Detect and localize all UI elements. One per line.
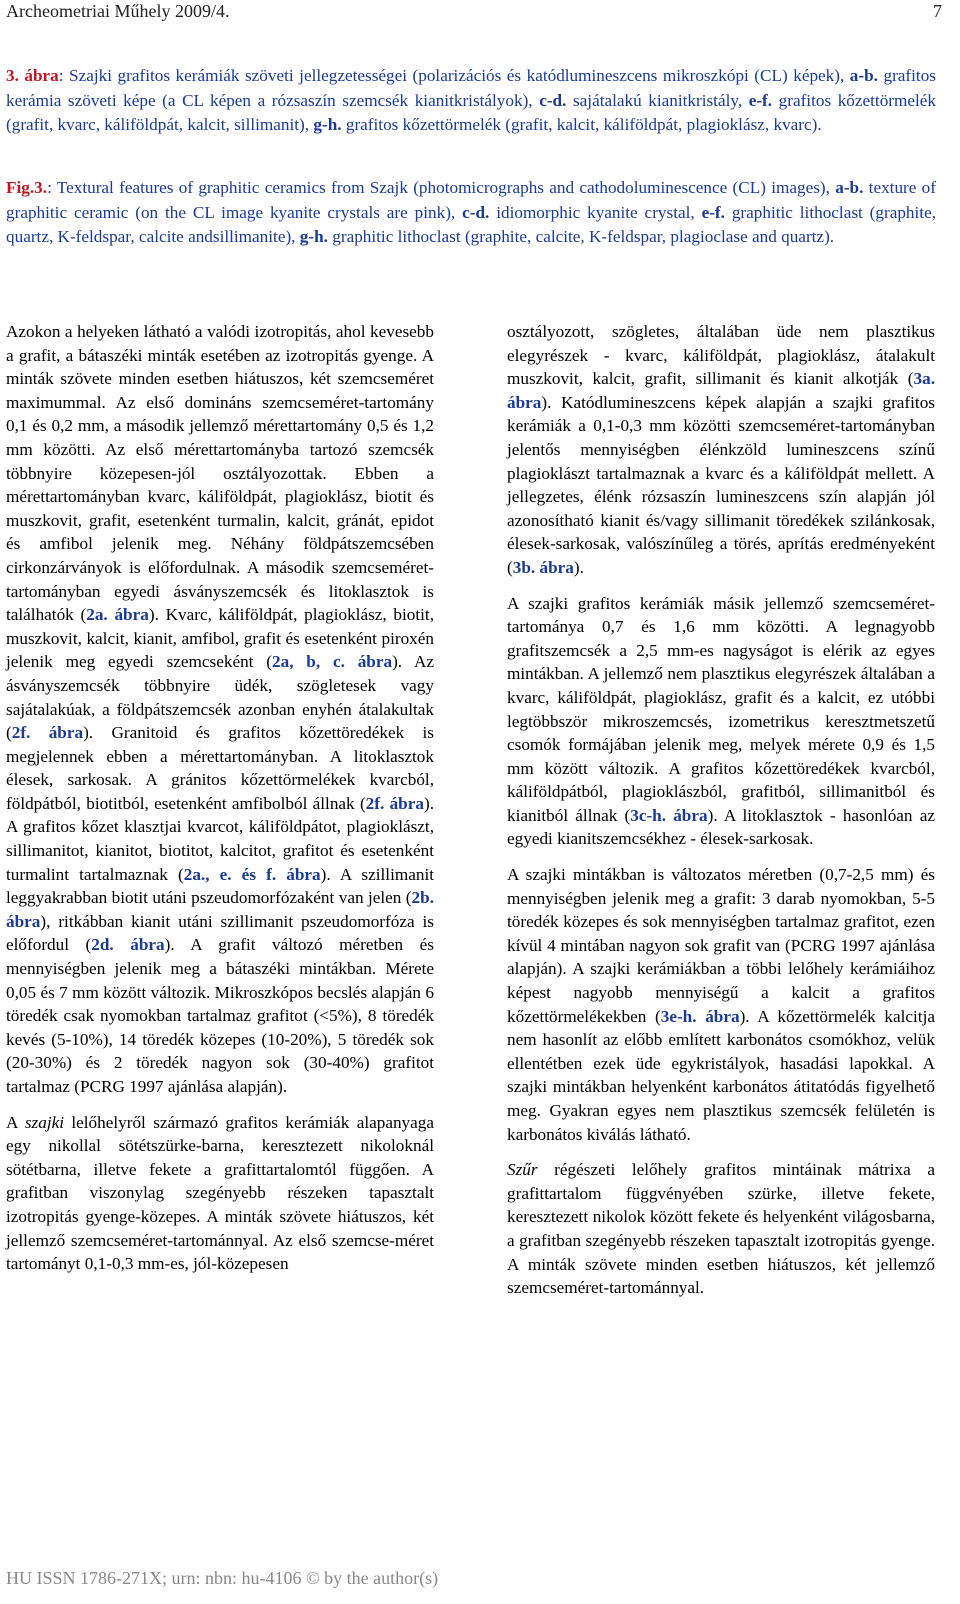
- text: ). Kvarc, káliföldpát, plagioklász, biotit, muszkovit, kalcit, kianit, amfibol, grafit és esetenként piroxén jelenik meg egyedi szemcseként (: [6, 605, 435, 672]
- paragraph: [507, 1158, 935, 1300]
- panel-ref: a-b.: [849, 66, 878, 85]
- caption-text: grafitos kőzettörmelék (grafit, kvarc, káliföldpát, kalcit, sillimanit),: [6, 90, 937, 134]
- left-column: [6, 320, 434, 1288]
- page-header: [6, 0, 942, 28]
- text: ). A grafitos kőzet klasztjai kvarcot, káliföldpátot, plagioklászt, sillimanitot, kianitot, biotitot, kalcitot, grafitot és esetenként turmalint tartalmaznak (: [6, 793, 434, 884]
- text: A szajki grafitos kerámiák másik jellemző szemcseméret-tartománya 0,7 és 1,6 mm közötti. A legnagyobb grafitszemcsék a 2,5 mm-es nagyságot is elérik az egyes mintákban. A jellemző nem plasztikus elegyrészek általában a kvarc, káliföldpát, plagioklász, grafit és a kalcit, ez utóbbi legtöbbször mikroszemcsés, izometrikus keresztmetszetű csomók formájában jelenik meg, melyek mérete 0,9 és 1,5 mm között változik. A grafitos kőzettöredékek kvarcból, káliföldpátból, plagioklászból, grafitból, sillimanitból és kianitból állnak (: [507, 593, 935, 825]
- figure-ref: 2f. ábra: [11, 723, 84, 743]
- page-number: 7: [933, 1, 942, 21]
- site-name: szajki: [24, 1112, 64, 1132]
- right-column: [507, 320, 935, 1312]
- caption-text: grafitos kőzettörmelék (grafit, kalcit, káliföldpát, plagioklász, kvarc).: [341, 115, 822, 134]
- figure-ref: 2d. ábra: [91, 935, 165, 955]
- caption-text: idiomorphic kyanite crystal,: [489, 202, 702, 222]
- caption-label: Fig.3.: [6, 178, 48, 197]
- journal-title: Archeometriai Műhely 2009/4.: [6, 1, 230, 21]
- figure-ref: 2a., e. és f. ábra: [183, 864, 321, 884]
- paragraph: [6, 1111, 434, 1276]
- site-name: Szűr: [507, 1160, 538, 1180]
- caption-text: sajátalakú kianitkristály,: [566, 90, 749, 110]
- text: osztályozott, szögletes, általában üde nem plasztikus elegyrészek - kvarc, káliföldpát, plagioklász, átalakult muszkovit, kalcit, grafit, sillimanit és kianit alkotják (: [507, 322, 935, 389]
- paragraph: [507, 320, 935, 580]
- panel-ref: c-d.: [539, 90, 567, 110]
- caption-text: graphitic lithoclast (graphite, quartz, K-feldspar, calcite andsillimanite),: [6, 202, 936, 246]
- text: lelőhelyről származó grafitos kerámiák alapanyaga egy nikollal sötétszürke-barna, keresztezett nikoloknál sötétbarna, illetve fekete a grafittartalomtól függően. A grafitban viszonylag szegényebb részeken tapasztalt izotropitás gyenge-közepes. A minták szövete hiátuszos, két jellemző szemcseméret-tartománnyal. Az első szemcse-méret tartományt 0,1-0,3 mm-es, jól-közepesen: [6, 1112, 434, 1274]
- text: ). Katódlumineszcens képek alapján a szajki grafitos kerámiák a 0,1-0,3 mm közötti szemcseméret-tartományban jelentős mennyiségben élénkzöld lumineszcens színű plagioklászt tartalmaznak a kvarc és a káliföldpát mellett. A jellegzetes, élénk rózsaszín lumineszcens szín alapján jól azonosítható kianit és/vagy sillimanit töredékek szilánkosak, élesek-sarkosak, valószínűleg a törés, aprítás eredményeként (: [507, 392, 935, 577]
- text: ).: [573, 557, 584, 577]
- figure-ref: 2a, b, c. ábra: [272, 652, 393, 672]
- caption-text: : Szajki grafitos kerámiák szöveti jellegzetességei (polarizációs és katódlumineszcens mikroszkópi (CL) képek),: [58, 66, 850, 85]
- text: A: [6, 1112, 25, 1132]
- figure-ref: 3a. ábra: [507, 369, 935, 412]
- text: ). Granitoid és grafitos kőzettöredékek is megjelennek ebben a mérettartományban. A litoklasztok élesek, sarkosak. A gránitos kőzettörmelékek kvarcból, földpátból, biotitból, esetenként amfibolból állnak (: [6, 723, 434, 813]
- panel-ref: g-h.: [299, 227, 328, 246]
- caption-label: 3. ábra: [6, 66, 59, 85]
- text: ). Az ásványszemcsék többnyire üdék, szögletesek vagy sajátalakúak, a földpátszemcsék azonban enyhén átalakultak (: [6, 652, 434, 743]
- caption-text: grafitos kerámia szöveti képe (a CL képen a rózsaszín szemcsék kianitkristályok),: [6, 66, 936, 110]
- figure-ref: 2a. ábra: [86, 605, 149, 625]
- panel-ref: e-f.: [748, 90, 773, 110]
- page-footer: HU ISSN 1786-271X; urn: nbn: hu-4106 © by the author(s): [6, 1568, 439, 1588]
- figure-ref: 3e-h. ábra: [660, 1006, 740, 1026]
- panel-ref: c-d.: [462, 202, 490, 222]
- text: A szajki mintákban is változatos méretben (0,7-2,5 mm) és mennyiségben jelenik meg a grafit: 3 darab nyomokban, 5-5 töredék közepes és sok mennyiségben tartalmaz grafitot, ezen kívül 4 mintában nagyon sok grafit van (PCRG 1997 ajánlása alapján). A szajki kerámiákban a többi lelőhely kerámiáihoz képest nagyobb mennyiségű a kalcit a grafitos kőzettörmelékekben (: [507, 865, 935, 1026]
- paragraph: [507, 863, 935, 1146]
- text: Azokon a helyeken látható a valódi izotropitás, ahol kevesebb a grafit, a bátaszéki minták esetében az izotropitás gyenge. A minták szövete minden esetben hiátuszos, két szemcseméret maximummal. Az első domináns szemcseméret-tartomány 0,1 és 0,2 mm, a második jellemző mérettartomány 0,5 és 1,2 mm közötti. Az első mérettartományba tartozó szemcsék többnyire közepesen-jól osztályozottak. Ebben a mérettartományban kvarc, káliföldpát, plagioklász, biotit és muszkovit, grafit, esetenként turmalin, kalcit, gránát, epidot és amfibol jelenik meg. Néhány földpátszemcsében cirkonzárványok is előfordulnak. A második szemcseméret-tartományban egyedi ásványszemcsék és litoklasztok is találhatók (: [6, 322, 434, 625]
- text: ). A litoklasztok - hasonlóan az egyedi kianitszemcsékhez - élesek-sarkosak.: [507, 805, 935, 849]
- figure-ref: 3c-h. ábra: [630, 805, 708, 825]
- caption-text: graphitic lithoclast (graphite, calcite, K-feldspar, plagioclase and quartz).: [327, 227, 835, 246]
- text: ). A kőzettörmelék kalcitja nem hasonlít az előbb említett karbonátos csomókhoz, velük ellentétben ezek üde egykristályok, hasadási lapokkal. A szajki mintákban helyenként karbonátos átitatódás figyelhető meg. Gyakran egyes nem plasztikus szemcsék felületén is karbonátos kiválás látható.: [507, 1006, 935, 1144]
- caption-text: : Textural features of graphitic ceramics from Szajk (photomicrographs and cathodoluminescence (CL) images),: [47, 178, 836, 197]
- text: régészeti lelőhely grafitos mintáinak mátrixa a grafittartalom függvényében szürke, illetve fekete, keresztezett nikolok között fekete és helyenként világosbarna, a grafitban szegényebb részeken tapasztalt izotropitás gyenge. A minták szövete minden esetben hiátuszos, két jellemző szemcseméret-tartománnyal.: [507, 1160, 935, 1298]
- panel-ref: a-b.: [835, 178, 864, 197]
- figure-ref: 3b. ábra: [512, 557, 574, 577]
- text: ). A grafit változó méretben és mennyiségben jelenik meg a bátaszéki mintákban. Mérete 0,05 és 7 mm között változik. Mikroszkópos becslés alapján 6 töredék csak nyomokban tartalmaz grafitot (<5%), 8 töredék kevés (5-10%), 14 töredék közepes (10-20%), 5 töredék sok (20-30%) és 2 töredék nagyon sok (30-40%) grafitot tartalmaz (PCRG 1997 ajánlása alapján).: [6, 935, 434, 1096]
- panel-ref: e-f.: [701, 202, 725, 222]
- caption-text: texture of graphitic ceramic (on the CL image kyanite crystals are pink),: [6, 178, 936, 222]
- figure-ref: 2b. ábra: [6, 888, 434, 931]
- text: ). A szillimanit leggyakrabban biotit utáni pszeudomorfózaként van jelen (: [6, 864, 434, 908]
- paragraph: [507, 592, 935, 852]
- panel-ref: g-h.: [313, 115, 342, 134]
- text: ), ritkábban kianit utáni szillimanit pszeudomorfóza is előfordul (: [6, 911, 434, 955]
- paragraph: [6, 320, 434, 1099]
- figure-caption-english: [6, 176, 936, 250]
- figure-caption-hungarian: [6, 64, 936, 138]
- figure-ref: 2f. ábra: [365, 793, 424, 813]
